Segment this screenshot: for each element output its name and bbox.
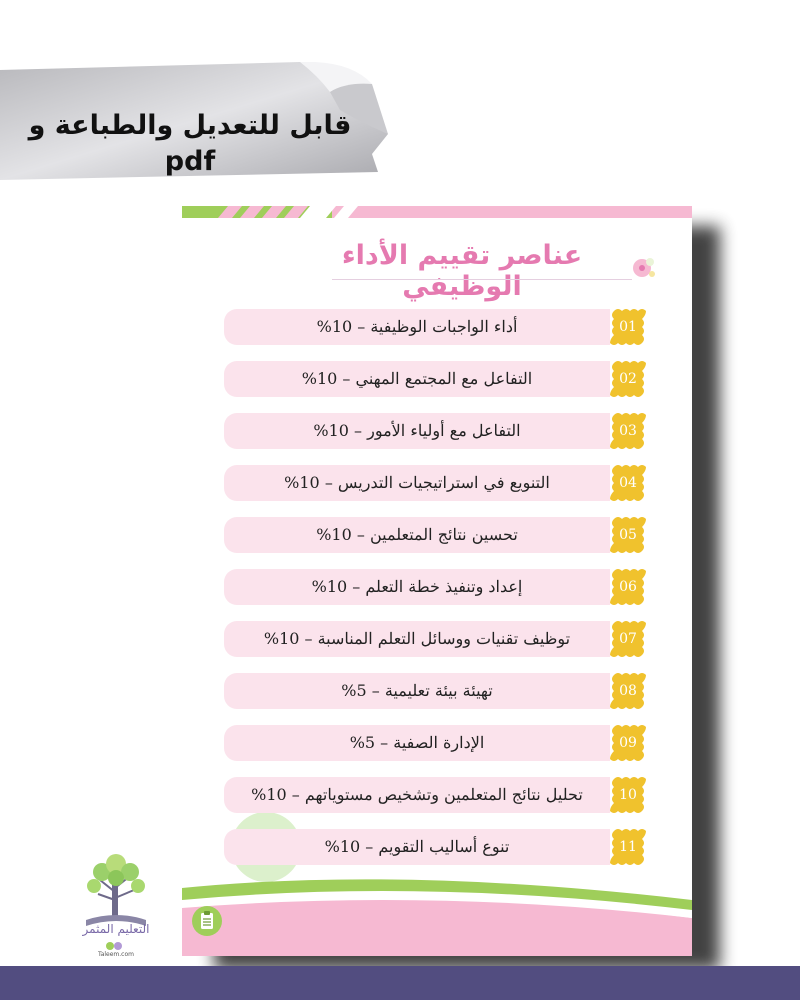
banner-label: قابل للتعديل والطباعة و pdf — [28, 110, 352, 177]
criteria-number-badge — [610, 827, 646, 867]
clipboard-icon — [190, 904, 224, 938]
criteria-number: 07 — [619, 631, 637, 647]
criteria-number-badge — [610, 671, 646, 711]
criteria-text: تحليل نتائج المتعلمين وتشخيص مستوياتهم – 10% — [251, 785, 583, 804]
criteria-text: تهيئة بيئة تعليمية – 5% — [341, 681, 493, 700]
criteria-number-badge — [610, 723, 646, 763]
criteria-number-badge — [610, 359, 646, 399]
criteria-text: تحسين نتائج المتعلمين – 10% — [316, 525, 518, 544]
criteria-text: إعداد وتنفيذ خطة التعلم – 10% — [311, 577, 523, 596]
criteria-text: التفاعل مع المجتمع المهني – 10% — [301, 369, 533, 388]
criteria-text: أداء الواجبات الوظيفية – 10% — [316, 317, 518, 336]
criteria-text: التفاعل مع أولياء الأمور – 10% — [313, 421, 521, 440]
criteria-number-badge — [610, 567, 646, 607]
criteria-number-badge — [610, 411, 646, 451]
bottom-band — [0, 966, 800, 1000]
criteria-text: الإدارة الصفية – 5% — [349, 733, 485, 752]
tree-logo-icon — [76, 850, 156, 960]
criteria-number-badge — [610, 515, 646, 555]
criteria-text: توظيف تقنيات ووسائل التعلم المناسبة – 10% — [263, 629, 571, 648]
criteria-number: 08 — [619, 683, 637, 699]
logo-name: التعليم المثمر — [82, 922, 150, 936]
criteria-number-badge — [610, 307, 646, 347]
bottom-wave — [182, 866, 692, 956]
criteria-number: 10 — [619, 787, 637, 803]
criteria-number: 02 — [619, 371, 637, 387]
criteria-number: 03 — [619, 423, 637, 439]
top-stripe — [182, 198, 692, 228]
criteria-number: 06 — [619, 579, 637, 595]
title-dots-icon — [620, 252, 660, 288]
criteria-row — [224, 361, 610, 397]
title-underline — [332, 279, 632, 280]
criteria-row — [224, 517, 610, 553]
page-title: عناصر تقييم الأداء الوظيفي — [341, 240, 583, 302]
criteria-number: 01 — [619, 319, 637, 335]
criteria-row — [224, 777, 610, 813]
criteria-number: 04 — [619, 475, 637, 491]
criteria-row — [224, 309, 610, 345]
criteria-number: 11 — [619, 839, 637, 855]
criteria-text: تنوع أساليب التقويم – 10% — [324, 837, 510, 856]
criteria-number: 05 — [619, 527, 637, 543]
criteria-number-badge — [610, 619, 646, 659]
criteria-row — [224, 725, 610, 761]
criteria-row — [224, 413, 610, 449]
criteria-text: التنويع في استراتيجيات التدريس – 10% — [284, 473, 550, 492]
criteria-row — [224, 673, 610, 709]
criteria-number-badge — [610, 463, 646, 503]
criteria-row — [224, 621, 610, 657]
criteria-row — [224, 829, 610, 865]
logo-url: Taleem.com — [98, 951, 134, 958]
criteria-row — [224, 569, 610, 605]
criteria-row — [224, 465, 610, 501]
document-page — [182, 198, 692, 956]
criteria-number-badge — [610, 775, 646, 815]
criteria-number: 09 — [619, 735, 637, 751]
